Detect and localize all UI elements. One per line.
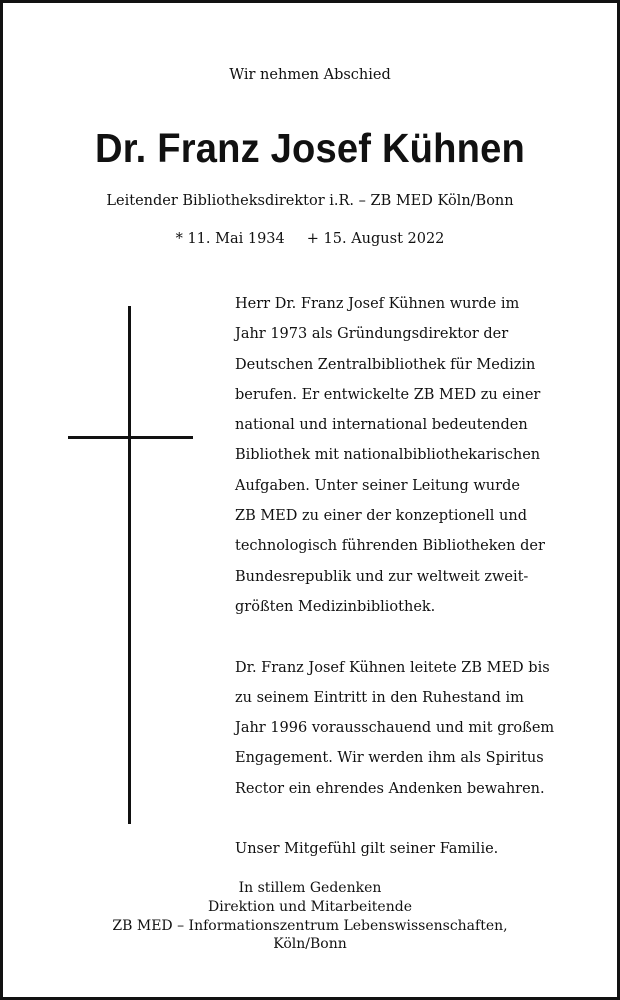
- paragraph-2-line: zu seinem Eintritt in den Ruhestand im: [235, 689, 524, 706]
- paragraph-1-line: größten Medizinbibliothek.: [235, 598, 436, 615]
- closing-line: ZB MED – Informationszentrum Lebenswissenschaften,: [112, 917, 508, 934]
- birth-date: * 11. Mai 1934: [175, 231, 285, 247]
- paragraph-gap: [235, 622, 565, 652]
- paragraph-1-line: Bibliothek mit nationalbibliothekarischen: [235, 447, 541, 464]
- paragraph-1-line: Herr Dr. Franz Josef Kühnen wurde im: [235, 296, 520, 312]
- paragraph-1-line: Deutschen Zentralbibliothek für Medizin: [235, 356, 536, 373]
- paragraph-2-line: Rector ein ehrendes Andenken bewahren.: [235, 780, 545, 797]
- paragraph-gap: [235, 804, 565, 834]
- paragraph-1-line: Aufgaben. Unter seiner Leitung wurde: [235, 477, 520, 494]
- paragraph-1-line: ZB MED zu einer der konzeptionell und: [235, 508, 527, 525]
- life-dates: [3, 231, 617, 247]
- paragraph-1-line: berufen. Er entwickelte ZB MED zu einer: [235, 386, 541, 403]
- paragraph-1-line: national und international bedeutenden: [235, 417, 528, 434]
- paragraph-1-line: Bundesrepublik und zur weltweit zweit-: [235, 568, 529, 585]
- closing-line: In stillem Gedenken: [238, 880, 382, 896]
- closing-line: Köln/Bonn: [273, 936, 347, 953]
- cross-icon-vertical: [128, 306, 131, 824]
- paragraph-2-line: Dr. Franz Josef Kühnen leitete ZB MED bis: [235, 659, 550, 676]
- paragraph-1-line: technologisch führenden Bibliotheken der: [235, 538, 545, 555]
- paragraph-2-line: Jahr 1996 vorausschauend und mit großem: [235, 720, 555, 737]
- intro-text: Wir nehmen Abschied: [229, 67, 391, 83]
- paragraph-2-line: Engagement. Wir werden ihm als Spiritus: [235, 750, 544, 767]
- closing-signature: [3, 879, 617, 954]
- paragraph-1-line: Jahr 1973 als Gründungsdirektor der: [235, 326, 509, 343]
- cross-icon-horizontal: [68, 436, 193, 439]
- obituary-body: [235, 289, 565, 865]
- deceased-role: Leitender Bibliotheksdirektor i.R. – ZB MED Köln/Bonn: [106, 193, 514, 209]
- closing-line: Direktion und Mitarbeitende: [208, 898, 412, 915]
- death-date: + 15. August 2022: [306, 231, 445, 247]
- paragraph-3-line: Unser Mitgefühl gilt seiner Familie.: [235, 841, 499, 858]
- deceased-name: Dr. Franz Josef Kühnen: [95, 125, 525, 171]
